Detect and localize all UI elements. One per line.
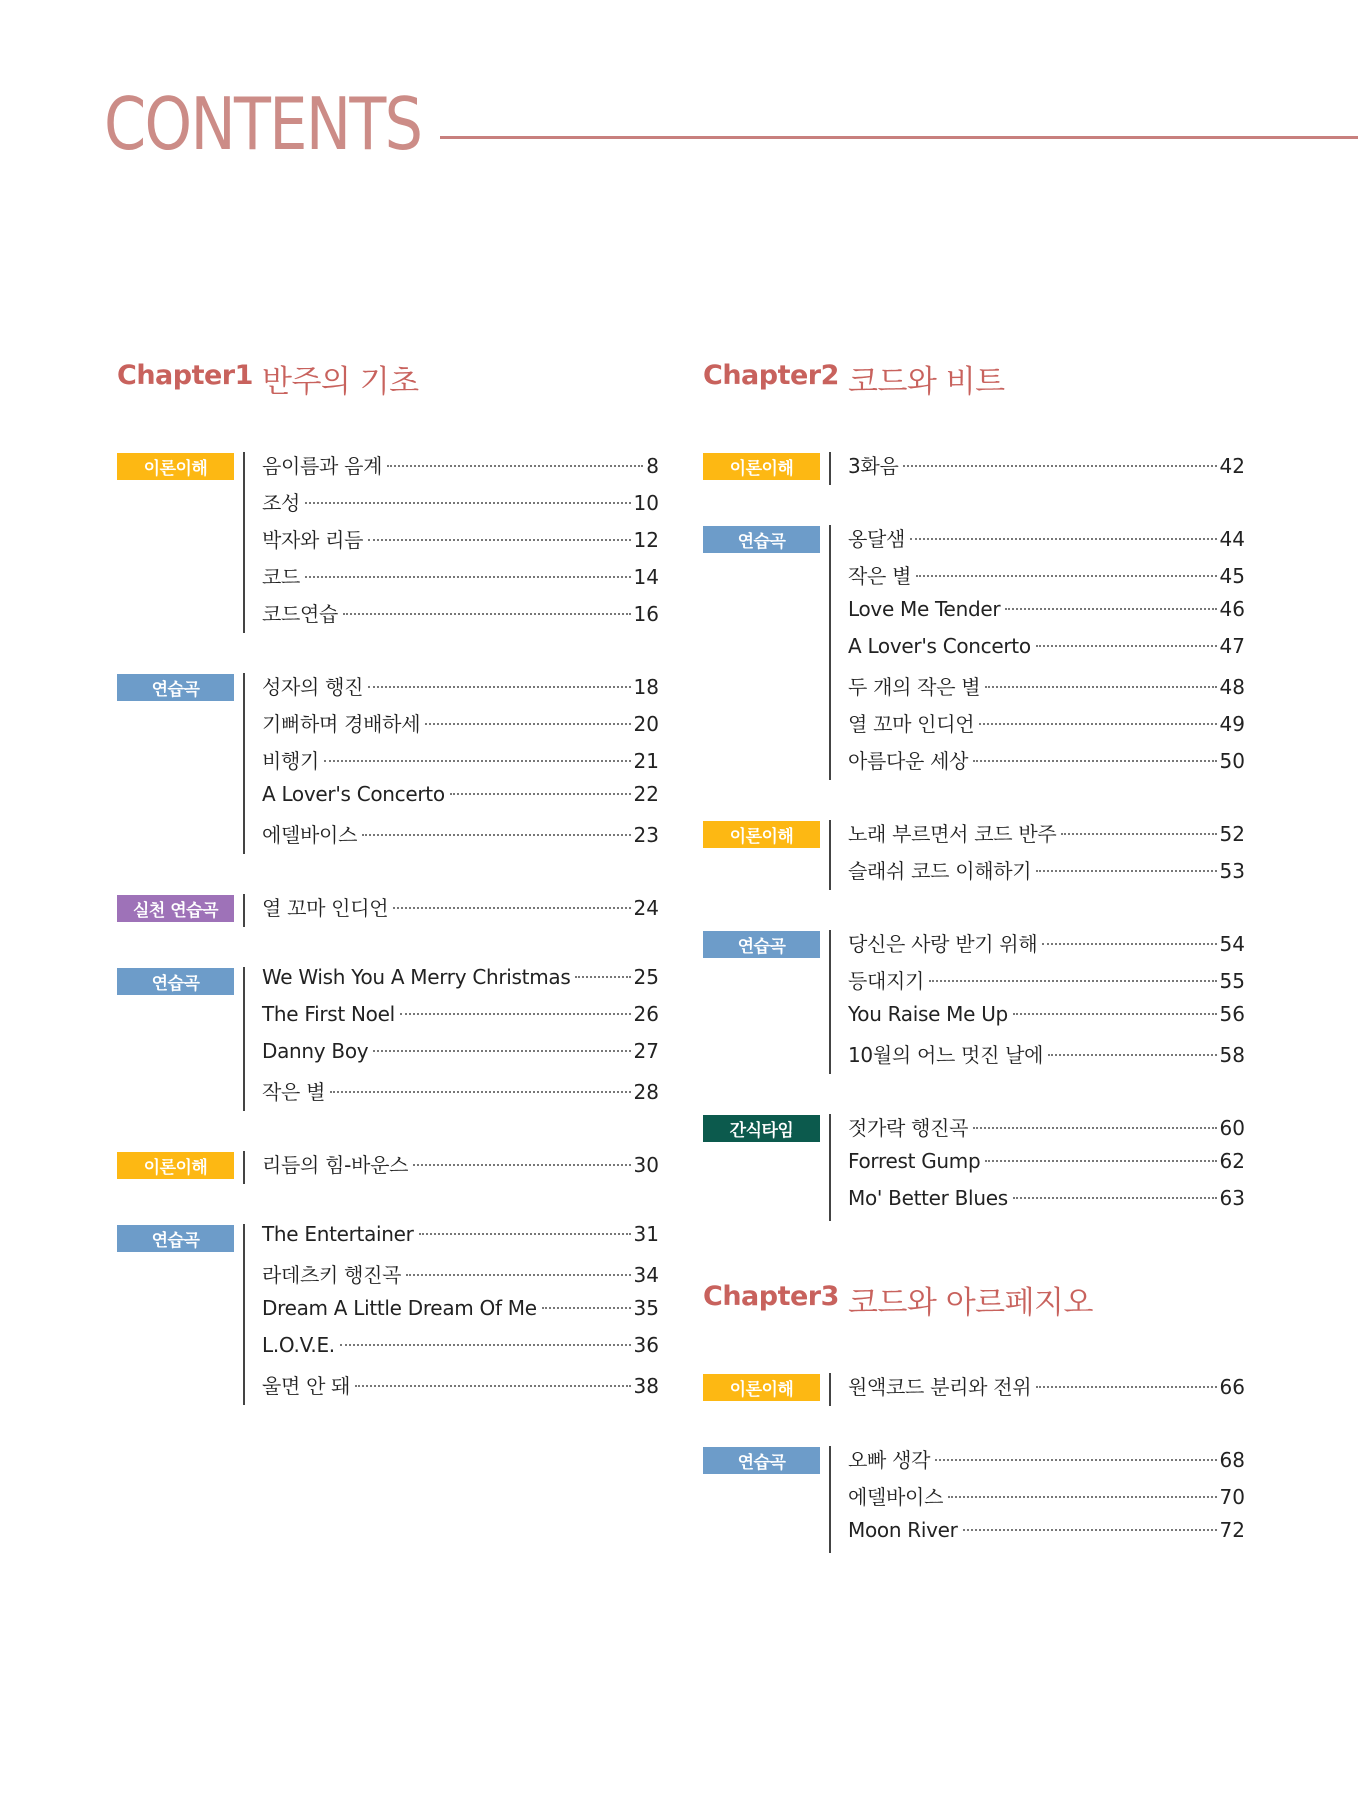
dot-leader [355, 1385, 630, 1387]
entry-title: 에델바이스 [262, 823, 358, 847]
dot-leader [368, 539, 630, 541]
toc-entry[interactable] [848, 634, 1245, 671]
entry-page: 24 [633, 896, 659, 920]
entry-page: 44 [1219, 527, 1245, 551]
dot-leader [929, 980, 1216, 982]
toc-entry[interactable] [262, 892, 659, 929]
entry-list [848, 1112, 1245, 1223]
toc-entry[interactable] [848, 1149, 1245, 1186]
entry-page: 47 [1219, 634, 1245, 658]
dot-leader [1036, 1386, 1216, 1388]
entry-title: The Entertainer [262, 1222, 414, 1246]
entry-title: 리듬의 힘-바운스 [262, 1153, 409, 1177]
entry-list [262, 892, 659, 929]
toc-entry[interactable] [848, 928, 1245, 965]
entry-page: 23 [633, 823, 659, 847]
toc-entry[interactable] [848, 597, 1245, 634]
dot-leader [935, 1459, 1216, 1461]
dot-leader [343, 613, 630, 615]
entry-title: Dream A Little Dream Of Me [262, 1296, 537, 1320]
toc-entry[interactable] [262, 819, 659, 856]
dot-leader [1048, 1054, 1216, 1056]
entry-list [848, 450, 1245, 487]
toc-entry[interactable] [848, 1481, 1245, 1518]
toc-entry[interactable] [848, 560, 1245, 597]
dot-leader [910, 538, 1216, 540]
dot-leader [1036, 870, 1216, 872]
toc-entry[interactable] [848, 745, 1245, 782]
entry-title: Moon River [848, 1518, 958, 1542]
section-badge: 실천 연습곡 [117, 895, 234, 922]
chapter-heading [117, 350, 677, 450]
entry-title: A Lover's Concerto [848, 634, 1031, 658]
toc-entry[interactable] [262, 965, 659, 1002]
toc-entry[interactable] [262, 450, 659, 487]
entry-list [848, 928, 1245, 1076]
dot-leader [413, 1164, 630, 1166]
toc-group [703, 450, 1263, 487]
entry-list [262, 1222, 659, 1407]
dot-leader [368, 686, 630, 688]
section-badge: 연습곡 [703, 526, 820, 553]
chapter-title: 코드와 아르페지오 [848, 1285, 1093, 1321]
entry-page: 28 [633, 1080, 659, 1104]
group-divider [243, 1151, 245, 1184]
group-divider [243, 452, 245, 633]
toc-group [703, 1371, 1263, 1408]
entry-title: 성자의 행진 [262, 675, 364, 699]
toc-entry[interactable] [262, 1296, 659, 1333]
header-rule [440, 136, 1358, 139]
toc-entry[interactable] [262, 708, 659, 745]
section-badge: 이론이해 [703, 821, 820, 848]
toc-entry[interactable] [262, 1259, 659, 1296]
entry-page: 46 [1219, 597, 1245, 621]
toc-entry[interactable] [262, 671, 659, 708]
dot-leader [985, 1160, 1216, 1162]
toc-group [703, 818, 1263, 892]
entry-list [848, 818, 1245, 892]
entry-title: 음이름과 음계 [262, 454, 383, 478]
toc-entry[interactable] [262, 1076, 659, 1113]
dot-leader [450, 793, 631, 795]
toc-group [703, 928, 1263, 1076]
chapter-title: 반주의 기초 [262, 364, 419, 400]
toc-entry[interactable] [848, 1002, 1245, 1039]
chapter-section [703, 1271, 1263, 1555]
entry-list [262, 450, 659, 635]
dot-leader [1036, 645, 1217, 647]
entry-title: We Wish You A Merry Christmas [262, 965, 571, 989]
group-divider [243, 1224, 245, 1405]
dot-leader [963, 1529, 1217, 1531]
entry-title: 박자와 리듬 [262, 528, 364, 552]
toc-group [117, 1222, 677, 1407]
entry-title: Danny Boy [262, 1039, 369, 1063]
entry-page: 25 [633, 965, 659, 989]
entry-page: 12 [633, 528, 659, 552]
dot-leader [330, 1091, 630, 1093]
dot-leader [1005, 608, 1216, 610]
toc-entry[interactable] [262, 487, 659, 524]
toc-entry[interactable] [848, 708, 1245, 745]
group-divider [829, 1373, 831, 1406]
group-divider [829, 820, 831, 890]
entry-title: 울면 안 돼 [262, 1374, 351, 1398]
toc-entry[interactable] [848, 1444, 1245, 1481]
toc-entry[interactable] [262, 745, 659, 782]
dot-leader [406, 1274, 630, 1276]
group-divider [243, 967, 245, 1111]
entry-page: 68 [1219, 1448, 1245, 1472]
entry-title: Forrest Gump [848, 1149, 981, 1173]
entry-page: 8 [646, 454, 659, 478]
entry-list [262, 1149, 659, 1186]
entry-title: 코드연습 [262, 602, 339, 626]
entry-list [262, 965, 659, 1113]
section-badge: 간식타임 [703, 1115, 820, 1142]
entry-page: 35 [633, 1296, 659, 1320]
entry-page: 14 [633, 565, 659, 589]
entry-title: 젓가락 행진곡 [848, 1116, 969, 1140]
toc-entry[interactable] [848, 1039, 1245, 1076]
entry-title: 당신은 사랑 받기 위해 [848, 932, 1038, 956]
dot-leader [903, 465, 1216, 467]
chapter-title: 코드와 비트 [848, 364, 1005, 400]
entry-page: 58 [1219, 1043, 1245, 1067]
entry-title: 에델바이스 [848, 1485, 944, 1509]
toc-group [117, 1149, 677, 1186]
dot-leader [387, 465, 643, 467]
toc-entry[interactable] [262, 598, 659, 635]
entry-page: 66 [1219, 1375, 1245, 1399]
group-divider [829, 452, 831, 485]
entry-page: 50 [1219, 749, 1245, 773]
entry-title: You Raise Me Up [848, 1002, 1008, 1026]
dot-leader [340, 1344, 631, 1346]
section-badge: 연습곡 [117, 968, 234, 995]
chapter-label: Chapter1 [117, 360, 253, 391]
chapter-section [703, 350, 1263, 1223]
dot-leader [542, 1307, 631, 1309]
section-badge: 이론이해 [703, 1374, 820, 1401]
group-divider [829, 930, 831, 1074]
entry-title: 라데츠키 행진곡 [262, 1263, 402, 1287]
entry-title: 슬래쉬 코드 이해하기 [848, 859, 1032, 883]
dot-leader [985, 686, 1216, 688]
entry-title: 열 꼬마 인디언 [262, 896, 389, 920]
dot-leader [979, 723, 1216, 725]
entry-title: 열 꼬마 인디언 [848, 712, 975, 736]
section-badge: 이론이해 [117, 453, 234, 480]
entry-page: 52 [1219, 822, 1245, 846]
toc-entry[interactable] [848, 1112, 1245, 1149]
entry-page: 36 [633, 1333, 659, 1357]
toc-entry[interactable] [848, 671, 1245, 708]
toc-group [117, 965, 677, 1113]
toc-column-right [703, 350, 1263, 1555]
toc-entry[interactable] [262, 782, 659, 819]
entry-title: A Lover's Concerto [262, 782, 445, 806]
entry-page: 70 [1219, 1485, 1245, 1509]
entry-title: Mo' Better Blues [848, 1186, 1008, 1210]
entry-page: 38 [633, 1374, 659, 1398]
chapter-heading [703, 1271, 1263, 1371]
entry-title: 오빠 생각 [848, 1448, 931, 1472]
dot-leader [393, 907, 630, 909]
toc-entry[interactable] [848, 855, 1245, 892]
toc-group [117, 671, 677, 856]
toc-group [703, 1112, 1263, 1223]
toc-entry[interactable] [848, 450, 1245, 487]
entry-page: 16 [633, 602, 659, 626]
section-badge: 연습곡 [117, 1225, 234, 1252]
entry-page: 26 [633, 1002, 659, 1026]
group-divider [829, 1114, 831, 1221]
chapter-label: Chapter3 [703, 1281, 839, 1312]
entry-page: 56 [1219, 1002, 1245, 1026]
entry-title: 등대지기 [848, 969, 925, 993]
entry-title: 10월의 어느 멋진 날에 [848, 1043, 1044, 1067]
dot-leader [1061, 833, 1216, 835]
dot-leader [373, 1050, 630, 1052]
dot-leader [362, 834, 630, 836]
toc-entry[interactable] [262, 561, 659, 598]
entry-page: 27 [633, 1039, 659, 1063]
dot-leader [305, 502, 631, 504]
toc-entry[interactable] [848, 965, 1245, 1002]
toc-column-left [117, 350, 677, 1407]
entry-page: 31 [633, 1222, 659, 1246]
entry-title: Love Me Tender [848, 597, 1001, 621]
toc-entry[interactable] [262, 524, 659, 561]
entry-page: 42 [1219, 454, 1245, 478]
toc-entry[interactable] [848, 523, 1245, 560]
dot-leader [1042, 943, 1216, 945]
entry-page: 30 [633, 1153, 659, 1177]
chapter-heading [703, 350, 1263, 450]
entry-page: 45 [1219, 564, 1245, 588]
chapter-label: Chapter2 [703, 360, 839, 391]
dot-leader [324, 760, 630, 762]
entry-title: 조성 [262, 491, 301, 515]
entry-page: 72 [1219, 1518, 1245, 1542]
dot-leader [948, 1496, 1216, 1498]
entry-title: 3화음 [848, 454, 899, 478]
group-divider [829, 1446, 831, 1553]
entry-page: 49 [1219, 712, 1245, 736]
group-divider [243, 673, 245, 854]
page-header [0, 0, 1358, 220]
toc-entry[interactable] [262, 1370, 659, 1407]
dot-leader [575, 976, 630, 978]
entry-page: 53 [1219, 859, 1245, 883]
entry-page: 18 [633, 675, 659, 699]
section-badge: 연습곡 [703, 931, 820, 958]
entry-page: 48 [1219, 675, 1245, 699]
entry-title: The First Noel [262, 1002, 395, 1026]
toc-entry[interactable] [262, 1222, 659, 1259]
toc-entry[interactable] [848, 1371, 1245, 1408]
toc-entry[interactable] [848, 1186, 1245, 1223]
entry-page: 62 [1219, 1149, 1245, 1173]
dot-leader [973, 1127, 1216, 1129]
section-badge: 연습곡 [703, 1447, 820, 1474]
entry-title: L.O.V.E. [262, 1333, 335, 1357]
dot-leader [425, 723, 630, 725]
entry-page: 10 [633, 491, 659, 515]
entry-page: 22 [633, 782, 659, 806]
dot-leader [916, 575, 1216, 577]
entry-list [848, 523, 1245, 782]
entry-page: 55 [1219, 969, 1245, 993]
entry-page: 20 [633, 712, 659, 736]
entry-list [262, 671, 659, 856]
entry-page: 21 [633, 749, 659, 773]
entry-title: 코드 [262, 565, 301, 589]
section-badge: 이론이해 [703, 453, 820, 480]
toc-entry[interactable] [262, 1333, 659, 1370]
toc-entry[interactable] [262, 1149, 659, 1186]
dot-leader [419, 1233, 631, 1235]
section-badge: 이론이해 [117, 1152, 234, 1179]
group-divider [829, 525, 831, 780]
group-divider [243, 894, 245, 927]
entry-title: 작은 별 [848, 564, 912, 588]
toc-entry[interactable] [262, 1039, 659, 1076]
entry-list [848, 1371, 1245, 1408]
toc-group [117, 892, 677, 929]
toc-group [703, 523, 1263, 782]
entry-list [848, 1444, 1245, 1555]
entry-title: 원액코드 분리와 전위 [848, 1375, 1032, 1399]
toc-entry[interactable] [848, 818, 1245, 855]
entry-page: 63 [1219, 1186, 1245, 1210]
entry-page: 60 [1219, 1116, 1245, 1140]
toc-group [703, 1444, 1263, 1555]
entry-title: 옹달샘 [848, 527, 906, 551]
entry-title: 기뻐하며 경배하세 [262, 712, 421, 736]
entry-page: 54 [1219, 932, 1245, 956]
dot-leader [305, 576, 631, 578]
entry-title: 비행기 [262, 749, 320, 773]
contents-title: CONTENTS [104, 82, 422, 166]
toc-group [117, 450, 677, 635]
entry-title: 아름다운 세상 [848, 749, 969, 773]
entry-title: 노래 부르면서 코드 반주 [848, 822, 1057, 846]
dot-leader [1013, 1013, 1217, 1015]
section-badge: 연습곡 [117, 674, 234, 701]
toc-entry[interactable] [262, 1002, 659, 1039]
entry-page: 34 [633, 1263, 659, 1287]
dot-leader [1013, 1197, 1217, 1199]
dot-leader [400, 1013, 631, 1015]
dot-leader [973, 760, 1216, 762]
entry-title: 작은 별 [262, 1080, 326, 1104]
entry-title: 두 개의 작은 별 [848, 675, 981, 699]
toc-entry[interactable] [848, 1518, 1245, 1555]
